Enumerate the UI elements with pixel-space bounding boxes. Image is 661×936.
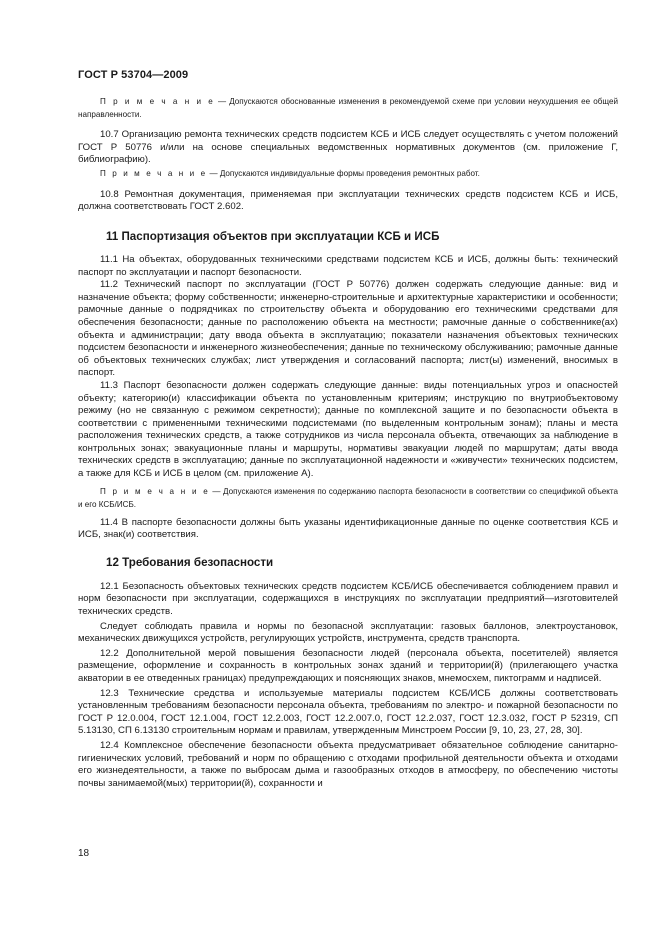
paragraph-10-7: 10.7 Организацию ремонта технических средств подсистем КСБ и ИСБ следует осуществлять с учетом положений ГОСТ Р 50776 и/или на основе специальных ведомственных нормативных документов (см. приложение Г, библиографию). — [78, 129, 618, 166]
paragraph-11-3: 11.3 Паспорт безопасности должен содержать следующие данные: виды потенциальных угроз и опасностей объекту; категорию(и) классификации объекта по установленным критериям; инструкцию по внутриобъектовому режиму (но не связанную с режимом секретности); данные по комплексной защите и по безопасности объекта в соответствии с примененными техническими подсистемами (по выделенным контрольным зонам); планы и места расположения технических средств, а также сотрудников из числа персонала объекта, отвечающих за наблюдение в контрольных зонах; эвакуационные планы и маршруты, нормативы эвакуации людей по маршрутам; даты ввода технических средств в эксплуатацию; данные по эксплуатационной надежности и «живучести» технических подсистем, а также для КСБ и ИСБ в целом (см. приложение А). — [78, 379, 618, 480]
note-text: — Допускаются изменения по содержанию паспорта безопасности в соответствии со спецификой объекта и его КСБ/ИСБ. — [78, 486, 619, 509]
note-label: П р и м е ч а н и е — [100, 168, 208, 178]
document-body — [78, 95, 618, 790]
note-label: П р и м е ч а н и е — [100, 486, 210, 496]
note-paragraph — [78, 95, 618, 121]
document-header: ГОСТ Р 53704—2009 — [78, 69, 189, 81]
page-number: 18 — [78, 848, 90, 859]
section-heading-12: 12 Требования безопасности — [106, 555, 274, 569]
note-text: — Допускаются обоснованные изменения в рекомендуемой схеме при условии неухудшения ее общей направленности. — [78, 97, 618, 119]
paragraph-11-4: 11.4 В паспорте безопасности должны быть указаны идентификационные данные по оценке соответствия КСБ и ИСБ, знак(и) соответствия. — [78, 516, 618, 541]
note-paragraph — [78, 485, 618, 511]
paragraph-12-1: 12.1 Безопасность объектовых технических средств подсистем КСБ/ИСБ обеспечивается соблюдением правил и норм безопасности при эксплуатации, содержащихся в инструкциях по эксплуатации предприятий—изготовителей технических средств. — [78, 580, 618, 618]
paragraph-10-8: 10.8 Ремонтная документация, применяемая при эксплуатации технических средств подсистем КСБ и ИСБ, должна соответствовать ГОСТ 2.602. — [78, 188, 618, 213]
note-label: П р и м е ч а н и е — [100, 97, 215, 106]
note-text: — Допускаются индивидуальные формы проведения ремонтных работ. — [209, 168, 480, 178]
paragraph-11-1: 11.1 На объектах, оборудованных техническими средствами подсистем КСБ и ИСБ, должны быть: технический паспорт по эксплуатации и паспорт безопасности. — [78, 253, 618, 278]
section-heading-11: 11 Паспортизация объектов при эксплуатации КСБ и ИСБ — [106, 229, 440, 243]
paragraph-12-3: 12.3 Технические средства и используемые материалы подсистем КСБ/ИСБ должны соответствовать установленным требованиям безопасности персонала объекта, требованиям по электро- и пожарной безопасности по ГОСТ Р 12.0.004, ГОСТ 12.1.004, ГОСТ 12.2.003, ГОСТ 12.2.007.0, ГОСТ 12.2.037, ГОСТ 12.3.032, ГОСТ Р 52319, СП 5.13130, СП 6.13130 строительным нормам и правилам, утвержденным Минстроем России [9, 10, 23, 27, 28, 30]. — [78, 687, 618, 737]
paragraph-11-2: 11.2 Технический паспорт по эксплуатации (ГОСТ Р 50776) должен содержать следующие данные: вид и назначение объекта; форму собственности; инженерно-строительные и архитектурные характеристики и особенности; рамочные данные о подрядчиках по строительству объекта и оборудованию его техническими средствами для обеспечения безопасности; данные по расположению объекта на местности; рамочные данные о собственнике(ах) объекта и администрации; дату ввода объекта в эксплуатацию; показатели назначения объектовых технических подсистем безопасности и инженерного жизнеобеспечения; данные по техническому обслуживанию; рамочные данные об объектовых технических службах; лист утверждения и согласований паспорта; лист(ы) изменений, вносимых в паспорт. — [78, 279, 618, 379]
paragraph-12-4: 12.4 Комплексное обеспечение безопасности объекта предусматривает обязательное соблюдение санитарно-гигиенических условий, требований и норм по обращению с отходами профильной деятельности объекта и отходами его жизнедеятельности, а также по выбросам дыма и газообразных отходов в атмосферу, по обеспечению чистоты почвы занимаемой(мых) территории(й), сохранности и — [78, 739, 618, 789]
paragraph-12-2: 12.2 Дополнительной мерой повышения безопасности людей (персонала объекта, посетителей) является размещение, оформление и сохранность в контрольных зонах зданий и территории(й) (прилегающего участка акватории в ее отведенных границах) предупреждающих и поясняющих знаков, мнемосхем, пиктограмм и надписей. — [78, 647, 618, 684]
note-paragraph — [78, 167, 618, 180]
paragraph-12-1-continued: Следует соблюдать правила и нормы по безопасной эксплуатации: газовых баллонов, электроустановок, механических движущихся устройств, регулирующих устройств, инструмента, средств транспорта. — [78, 620, 618, 645]
